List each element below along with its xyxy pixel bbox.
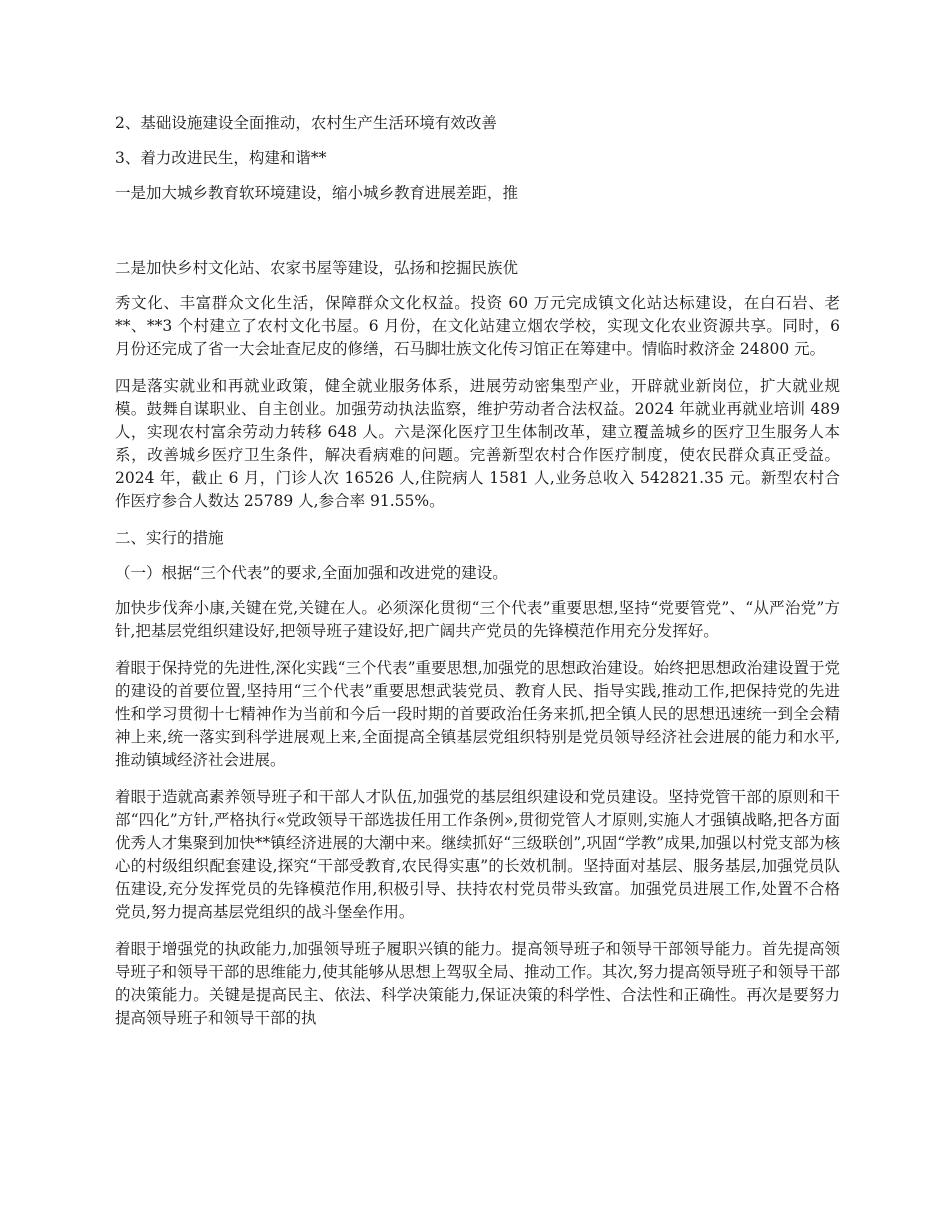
paragraph: 加快步伐奔小康,关键在党,关键在人。必须深化贯彻“三个代表”重要思想,坚持“党要管党”、“从严治党”方针,把基层党组织建设好,把领导班子建设好,把广阔共产党员的先锋模范作用充分发挥好。	[115, 599, 840, 640]
paragraph: 着眼于保持党的先进性,深化实践“三个代表”重要思想,加强党的思想政治建设。始终把思想政治建设置于党的建设的首要位置,坚持用“三个代表”重要思想武装党员、教育人民、指导实践,推动工作,把保持党的先进性和学习贯彻十七精神作为当前和今后一段时期的首要政治任务来抓,把全镇人民的思想迅速统一到全会精神上来,统一落实到科学进展观上来,全面提高全镇基层党组织特别是党员领导经济社会进展的能力和水平,推动镇域经济社会进展。	[115, 659, 840, 769]
paragraph: 着眼于增强党的执政能力,加强领导班子履职兴镇的能力。提高领导班子和领导干部领导能力。首先提高领导班子和领导干部的思维能力,使其能够从思想上驾驭全局、推动工作。其次,努力提高领导班子和领导干部的决策能力。关键是提高民主、依法、科学决策能力,保证决策的科学性、合法性和正确性。再次是要努力提高领导班子和领导干部的执	[115, 940, 840, 1027]
paragraph: 着眼于造就高素养领导班子和干部人才队伍,加强党的基层组织建设和党员建设。坚持党管干部的原则和干部“四化”方针,严格执行«党政领导干部选拔任用工作条例»,贯彻党管人才原则,实施人才强镇战略,把各方面优秀人才集聚到加快**镇经济进展的大潮中来。继续抓好“三级联创”,巩固“学教”成果,加强以村党支部为核心的村级组织配套建设,探究“干部受教育,农民得实惠”的长效机制。坚持面对基层、服务基层,加强党员队伍建设,充分发挥党员的先锋模范作用,积极引导、扶持农村党员带头致富。加强党员进展工作,处置不合格党员,努力提高基层党组织的战斗堡垒作用。	[115, 788, 840, 921]
document-body	[115, 112, 840, 1030]
list-item: 2、基础设施建设全面推动，农村生产生活环境有效改善	[115, 114, 497, 132]
section-heading: 二、实行的措施	[115, 529, 224, 547]
paragraph: 秀文化、丰富群众文化生活，保障群众文化权益。投资 60 万元完成镇文化站达标建设，在白石岩、老**、**3 个村建立了农村文化书屋。6 月份，在文化站建立烟农学校，实现文化农业资源共享。同时，6 月份还完成了省一大会址查尼皮的修缮，石马脚壮族文化传习馆正在筹建中。情临时救济金 24800 元。	[115, 294, 840, 358]
paragraph: 二是加快乡村文化站、农家书屋等建设，弘扬和挖掘民族优	[115, 259, 519, 277]
paragraph: 四是落实就业和再就业政策，健全就业服务体系，进展劳动密集型产业，开辟就业新岗位，扩大就业规模。鼓舞自谋职业、自主创业。加强劳动执法监察，维护劳动者合法权益。2024 年就业再就业培训 489 人，实现农村富余劳动力转移 648 人。六是深化医疗卫生体制改革，建立覆盖城乡的医疗卫生服务人本系，改善城乡医疗卫生条件，解决看病难的问题。完善新型农村合作医疗制度，使农民群众真正受益。2024 年，截止 6 月，门诊人次 16526 人,住院病人 1581 人,业务总收入 542821.35 元。新型农村合作医疗参合人数达 25789 人,参合率 91.55%。	[115, 377, 840, 510]
paragraph: 一是加大城乡教育软环境建设，缩小城乡教育进展差距，推	[115, 184, 519, 202]
list-item: 3、着力改进民生，构建和谐**	[115, 149, 327, 167]
subsection-heading: （一）根据“三个代表”的要求,全面加强和改进党的建设。	[115, 564, 508, 582]
